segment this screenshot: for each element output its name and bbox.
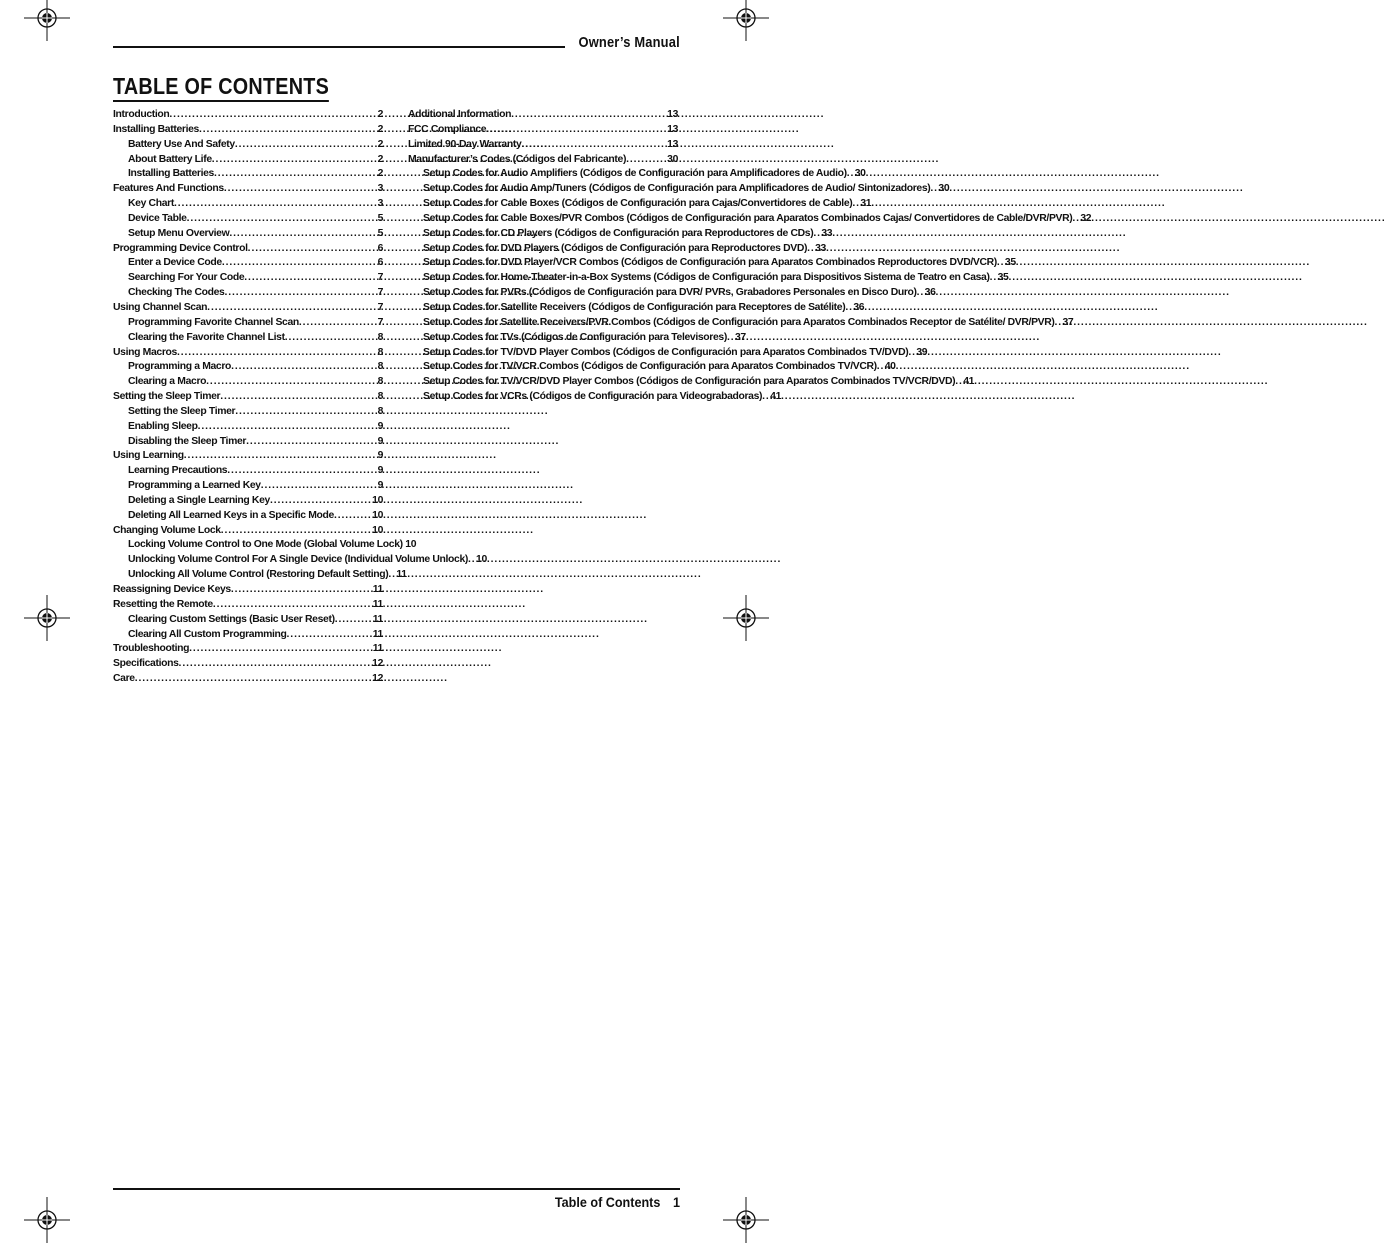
toc-entry-label: Setting the Sleep Timer — [113, 391, 221, 403]
toc-entry-label: Using Learning — [113, 450, 184, 462]
toc-leader-dots — [299, 316, 376, 331]
toc-entry[interactable] — [113, 568, 407, 583]
toc-entry-label: Setup Codes for CD Players (Códigos de Configuración para Reproductores de CDs) — [423, 227, 814, 239]
toc-entry[interactable] — [113, 197, 383, 212]
toc-leader-dots — [222, 256, 376, 271]
toc-entry-page: 9 — [377, 465, 383, 477]
toc-entry-label: Checking The Codes — [128, 287, 225, 299]
toc-entry[interactable] — [113, 346, 383, 361]
toc-entry[interactable] — [408, 256, 1016, 271]
toc-entry-label: Unlocking All Volume Control (Restoring Default Setting) — [128, 569, 389, 581]
toc-entry-page: 3 — [377, 198, 383, 210]
toc-entry-page: 9 — [377, 435, 383, 447]
toc-entry-label: Setup Codes for Satellite Receivers/PVR Combos (Códigos de Configuración para Aparatos Combinados Receptor de Satélite/ DVR/PVR) — [423, 316, 1055, 328]
toc-entry[interactable] — [113, 227, 383, 242]
toc-leader-dots — [229, 227, 375, 242]
toc-leader-dots — [184, 449, 376, 464]
toc-entry[interactable] — [408, 123, 678, 138]
toc-entry-page: 30 — [938, 183, 950, 195]
toc-entry-page: 11 — [396, 569, 407, 581]
toc-entry-label: Specifications — [113, 658, 179, 670]
toc-entry-page: 9 — [377, 450, 383, 462]
toc-entry[interactable] — [113, 464, 383, 479]
toc-entry[interactable] — [113, 494, 383, 509]
toc-entry[interactable] — [408, 197, 872, 212]
toc-entry-label: Deleting All Learned Keys in a Specific Mode — [128, 509, 334, 521]
toc-entry-page: 10 — [372, 494, 383, 506]
toc-entry-label: Programming a Learned Key — [128, 480, 261, 492]
page-number: 1 — [672, 1194, 680, 1210]
toc-entry-label: Unlocking Volume Control For A Single Device (Individual Volume Unlock) — [128, 554, 469, 566]
toc-entry[interactable] — [113, 286, 383, 301]
toc-entry-page: 8 — [377, 346, 383, 358]
toc-leader-dots — [626, 153, 665, 168]
toc-leader-dots — [220, 390, 375, 405]
toc-entry[interactable] — [113, 420, 383, 435]
toc-leader-dots — [213, 598, 371, 613]
toc-entry-label: Setting the Sleep Timer — [128, 405, 236, 417]
toc-leader-dots — [177, 346, 376, 361]
toc-entry-page: 6 — [377, 242, 383, 254]
toc-entry-label: Setup Codes for Audio Amplifiers (Códigos de Configuración para Amplificadores de Audio) — [423, 168, 847, 180]
toc-entry[interactable] — [113, 435, 383, 450]
toc-leader-dots — [224, 286, 375, 301]
toc-leader-dots — [187, 212, 376, 227]
registration-mark-icon — [723, 1197, 769, 1243]
toc-entry-label: Reassigning Device Keys — [113, 584, 231, 595]
toc-entry-page: 8 — [377, 331, 383, 343]
toc-leader-dots — [179, 657, 371, 672]
toc-entry-label: Setup Codes for PVRs (Códigos de Configuración para DVR/ PVRs, Grabadores Personales en Disco Duro) — [423, 287, 917, 299]
toc-entry-page: 10 — [476, 554, 487, 566]
toc-entry[interactable] — [408, 212, 1092, 227]
toc-entry[interactable] — [113, 509, 383, 524]
toc-entry[interactable] — [408, 390, 782, 405]
toc-entry[interactable] — [113, 657, 383, 672]
registration-mark-icon — [24, 0, 70, 41]
registration-mark-icon — [723, 0, 769, 41]
toc-entry[interactable] — [113, 642, 383, 657]
toc-entry-label: Key Chart — [128, 198, 174, 210]
toc-leader-dots — [189, 642, 371, 657]
toc-entry-page: 40 — [884, 361, 896, 373]
toc-entry-page: 11 — [372, 584, 383, 595]
toc-entry-page: 35 — [1004, 257, 1016, 269]
toc-entry-label: Searching For Your Code — [128, 272, 245, 284]
toc-entry-page: 8 — [377, 391, 383, 403]
toc-entry[interactable] — [113, 212, 383, 227]
toc-entry-label: Installing Batteries — [113, 123, 199, 135]
toc-entry[interactable] — [408, 108, 678, 123]
toc-leader-dots — [224, 182, 376, 197]
toc-entry[interactable] — [113, 479, 383, 494]
toc-entry[interactable] — [113, 331, 383, 346]
toc-entry-label: FCC Compliance — [408, 123, 487, 135]
toc-leader-dots — [174, 197, 376, 212]
footer-section-title: Table of Contents — [554, 1194, 661, 1210]
toc-leader-dots — [235, 138, 376, 153]
toc-entry-page: 13 — [667, 123, 678, 135]
toc-leader-dots — [207, 301, 375, 316]
toc-entry[interactable] — [408, 316, 1074, 331]
toc-entry[interactable] — [113, 182, 383, 197]
toc-leader-dots — [235, 405, 375, 420]
toc-entry-page: 7 — [377, 316, 383, 328]
toc-entry-page: 37 — [734, 331, 746, 343]
toc-leader-dots — [287, 628, 371, 643]
toc-entry-page: 39 — [916, 346, 928, 358]
toc-entry-label: Clearing Custom Settings (Basic User Reset) — [128, 613, 335, 625]
toc-entry[interactable] — [113, 360, 383, 375]
toc-entry[interactable] — [113, 271, 383, 286]
toc-entry-label: Resetting the Remote — [113, 598, 213, 610]
toc-entry-label: Battery Use And Safety — [128, 138, 235, 150]
toc-entry-page: 8 — [377, 376, 383, 388]
toc-entry-page: 3 — [377, 183, 383, 195]
toc-leader-dots — [199, 123, 376, 138]
toc-entry-page: 36 — [924, 287, 936, 299]
toc-entry-page: 2 — [377, 168, 383, 180]
toc-entry[interactable] — [408, 301, 865, 316]
toc-entry[interactable] — [113, 538, 417, 553]
toc-leader-dots — [261, 479, 376, 494]
toc-leader-dots — [486, 123, 665, 138]
toc-entry-label: Programming Device Control — [113, 242, 248, 254]
toc-entry-page: 13 — [667, 109, 678, 120]
toc-entry-page: 12 — [372, 658, 383, 670]
toc-entry-label: Introduction — [113, 109, 170, 120]
toc-entry[interactable] — [113, 375, 383, 390]
toc-entry[interactable] — [113, 449, 383, 464]
toc-entry-label: Programming a Macro — [128, 361, 232, 373]
toc-entry[interactable] — [408, 331, 746, 346]
toc-right-column — [408, 108, 1092, 405]
toc-entry-label: Troubleshooting — [113, 643, 190, 655]
toc-entry-label: Setup Codes for DVD Players (Códigos de Configuración para Reproductores DVD) — [423, 242, 808, 254]
toc-entry[interactable] — [113, 405, 383, 420]
toc-entry[interactable] — [408, 375, 975, 390]
toc-entry[interactable] — [408, 346, 928, 361]
toc-entry[interactable] — [408, 360, 896, 375]
toc-entry-page: 2 — [377, 123, 383, 135]
toc-entry[interactable] — [408, 271, 1009, 286]
toc-entry-page: 10 — [372, 524, 383, 536]
toc-entry-label: Device Table — [128, 212, 187, 224]
toc-entry-page: 8 — [377, 405, 383, 417]
toc-entry-page: 41 — [963, 376, 975, 388]
toc-entry[interactable] — [408, 242, 826, 257]
toc-entry[interactable] — [113, 301, 383, 316]
toc-leader-dots — [198, 420, 376, 435]
toc-leader-dots — [231, 583, 371, 598]
toc-entry-page: 2 — [377, 153, 383, 165]
toc-entry[interactable] — [113, 553, 487, 568]
toc-entry-label: Learning Precautions — [128, 465, 228, 477]
toc-entry-page: 31 — [860, 198, 872, 210]
toc-entry-label: Locking Volume Control to One Mode (Global Volume Lock) 10 — [128, 539, 417, 551]
registration-mark-icon — [24, 1197, 70, 1243]
toc-entry[interactable] — [113, 242, 383, 257]
toc-leader-dots — [335, 613, 371, 628]
toc-leader-dots — [169, 108, 375, 123]
toc-entry[interactable] — [113, 123, 383, 138]
toc-entry-page: 5 — [377, 227, 383, 239]
toc-entry-page: 30 — [667, 153, 678, 165]
toc-entry[interactable] — [113, 316, 383, 331]
toc-leader-dots — [246, 435, 375, 450]
toc-entry[interactable] — [408, 286, 936, 301]
toc-entry-label: Setup Menu Overview — [128, 227, 230, 239]
toc-entry-page: 11 — [372, 643, 383, 655]
toc-leader-dots — [334, 509, 370, 524]
toc-entry-page: 12 — [372, 673, 383, 685]
toc-entry-label: Setup Codes for Satellite Receivers (Códigos de Configuración para Receptores de Satélite) — [423, 301, 846, 313]
toc-entry-label: Setup Codes for Audio Amp/Tuners (Códigos de Configuración para Amplificadores de Audio/ Sintonizadores) — [423, 183, 931, 195]
toc-entry[interactable] — [408, 138, 678, 153]
toc-entry-page: 10 — [372, 509, 383, 521]
toc-entry[interactable] — [113, 583, 383, 598]
toc-leader-dots — [227, 464, 375, 479]
toc-leader-dots — [244, 271, 375, 286]
toc-entry-page: 35 — [997, 272, 1009, 284]
toc-entry-label: Deleting a Single Learning Key — [128, 494, 270, 506]
toc-leader-dots — [231, 360, 376, 375]
header-rule — [113, 46, 565, 48]
toc-entry-page: 7 — [377, 272, 383, 284]
toc-entry-page: 2 — [377, 109, 383, 120]
toc-entry-page: 9 — [377, 420, 383, 432]
toc-leader-dots — [521, 138, 665, 153]
toc-entry-label: Setup Codes for Home-Theater-in-a-Box Systems (Códigos de Configuración para Dispositivos Sistema de Teatro en Casa) — [423, 272, 990, 284]
toc-entry[interactable] — [113, 672, 383, 687]
toc-entry-page: 9 — [377, 480, 383, 492]
toc-entry-page: 7 — [377, 301, 383, 313]
toc-entry[interactable] — [408, 167, 866, 182]
toc-entry[interactable] — [113, 628, 383, 643]
toc-entry-page: 32 — [1080, 212, 1092, 224]
toc-entry-page: 33 — [815, 242, 826, 254]
toc-entry-label: Clearing All Custom Programming — [128, 628, 287, 640]
toc-entry-label: Manufacturer’s Codes (Códigos del Fabricante) — [408, 153, 627, 165]
toc-leader-dots — [221, 524, 370, 539]
header-title: Owner’s Manual — [578, 34, 680, 51]
toc-entry-label: Installing Batteries — [128, 168, 214, 180]
toc-entry[interactable] — [113, 598, 383, 613]
toc-entry-label: Setup Codes for TV/VCR/DVD Player Combos (Códigos de Configuración para Aparatos Combinados TV/VCR/DVD) — [423, 376, 956, 388]
toc-entry-page: 30 — [854, 168, 866, 180]
footer-rule — [113, 1188, 680, 1190]
toc-entry-page: 11 — [372, 598, 383, 610]
toc-entry-label: Using Macros — [113, 346, 177, 358]
toc-entry-label: Setup Codes for TV/DVD Player Combos (Códigos de Configuración para Aparatos Combinados TV/DVD) — [423, 346, 909, 358]
toc-entry[interactable] — [408, 227, 833, 242]
toc-entry-label: Limited 90-Day Warranty — [408, 138, 522, 150]
toc-entry[interactable] — [408, 182, 950, 197]
toc-entry-page: 33 — [821, 227, 833, 239]
footer — [555, 1194, 680, 1210]
toc-entry[interactable] — [113, 108, 383, 123]
registration-mark-icon — [24, 595, 70, 641]
toc-entry-label: Features And Functions — [113, 183, 224, 195]
toc-entry-page: 36 — [853, 301, 865, 313]
toc-entry-label: Disabling the Sleep Timer — [128, 435, 247, 447]
toc-entry-label: Setup Codes for VCRs (Códigos de Configuración para Videograbadoras) — [423, 391, 763, 403]
toc-leader-dots — [206, 375, 375, 390]
toc-entry-page: 2 — [377, 138, 383, 150]
toc-entry-page: 8 — [377, 361, 383, 373]
page-title: TABLE OF CONTENTS — [113, 72, 329, 102]
registration-mark-icon — [723, 595, 769, 641]
toc-entry-page: 11 — [372, 613, 383, 625]
toc-entry-label: Using Channel Scan — [113, 301, 208, 313]
toc-entry[interactable] — [408, 153, 678, 168]
toc-entry-label: Additional Information — [408, 109, 512, 120]
toc-entry-label: Enabling Sleep — [128, 420, 198, 432]
toc-entry-page: 11 — [372, 628, 383, 640]
toc-entry[interactable] — [113, 390, 383, 405]
toc-leader-dots — [212, 153, 376, 168]
toc-entry-label: Setup Codes for TVs (Códigos de Configuración para Televisores) — [423, 331, 727, 343]
toc-entry-label: Programming Favorite Channel Scan — [128, 316, 299, 328]
toc-entry[interactable] — [113, 167, 383, 182]
toc-entry-label: Clearing the Favorite Channel List — [128, 331, 285, 343]
toc-entry-label: Changing Volume Lock — [113, 524, 221, 536]
toc-entry-label: About Battery Life — [128, 153, 212, 165]
toc-entry-page: 37 — [1062, 316, 1074, 328]
toc-entry-label: Setup Codes for Cable Boxes (Códigos de Configuración para Cajas/Convertidores de Cable) — [423, 198, 853, 210]
toc-entry-label: Care — [113, 673, 135, 685]
toc-entry[interactable] — [113, 256, 383, 271]
toc-entry-page: 41 — [770, 391, 782, 403]
toc-entry-page: 7 — [377, 287, 383, 299]
toc-entry[interactable] — [113, 153, 383, 168]
toc-entry-label: Setup Codes for DVD Player/VCR Combos (Códigos de Configuración para Aparatos Combinados Reproductores DVD/VCR) — [423, 257, 997, 269]
toc-entry-label: Clearing a Macro — [128, 376, 207, 388]
toc-entry-label: Setup Codes for Cable Boxes/PVR Combos (Códigos de Configuración para Aparatos Combinados Cajas/ Convertidores de Cable/DVR/PVR) — [423, 212, 1073, 224]
toc-leader-dots — [248, 242, 376, 257]
toc-leader-dots — [135, 672, 370, 687]
toc-leader-dots — [270, 494, 370, 509]
toc-leader-dots — [511, 108, 665, 123]
toc-entry-page: 5 — [377, 212, 383, 224]
toc-entry-label: Setup Codes for TV/VCR Combos (Códigos de Configuración para Aparatos Combinados TV/VCR) — [423, 361, 877, 373]
toc-entry-label: Enter a Device Code — [128, 257, 222, 269]
toc-leader-dots — [285, 331, 376, 346]
toc-entry-page: 13 — [667, 138, 678, 150]
toc-entry[interactable] — [113, 138, 383, 153]
toc-entry[interactable] — [113, 524, 383, 539]
toc-entry-page: 6 — [377, 257, 383, 269]
toc-leader-dots — [214, 167, 376, 182]
toc-entry[interactable] — [113, 613, 383, 628]
